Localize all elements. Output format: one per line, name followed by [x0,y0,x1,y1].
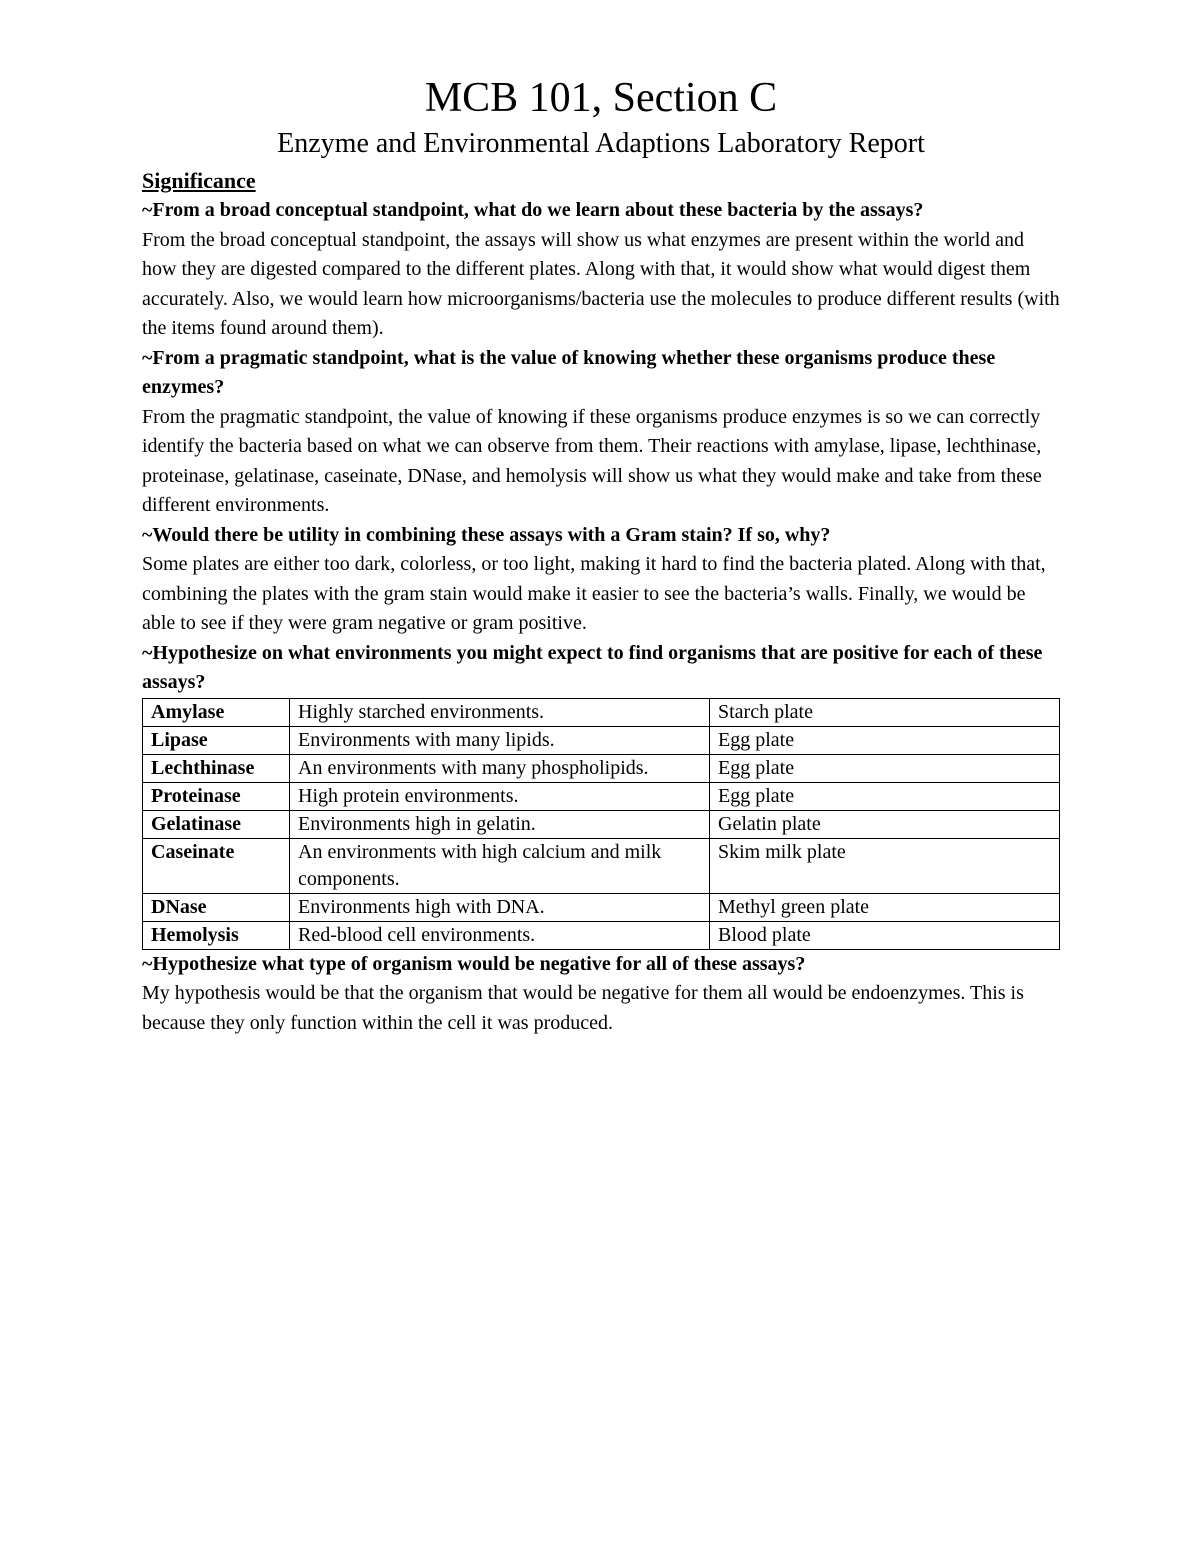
assay-name-cell: Lipase [143,726,290,754]
assay-name-cell: Lechthinase [143,754,290,782]
plate-cell: Egg plate [710,782,1060,810]
table-row [143,810,1060,838]
environment-cell: Highly starched environments. [290,698,710,726]
environment-cell: High protein environments. [290,782,710,810]
table-row [143,782,1060,810]
question-1: ~From a broad conceptual standpoint, what do we learn about these bacteria by the assays? [142,199,924,221]
environment-cell: Red-blood cell environments. [290,921,710,949]
environment-cell: An environments with many phospholipids. [290,754,710,782]
question-4: ~Hypothesize on what environments you might expect to find organisms that are positive for each of these assays? [142,641,1043,693]
assay-name-cell: Proteinase [143,782,290,810]
document-title: MCB 101, Section C [424,75,778,121]
answer-1: From the broad conceptual standpoint, the assays will show us what enzymes are present within the world and how they are digested compared to the different plates. Along with that, it would show what would digest them accurately. Also, we would learn how microorganisms/bacteria use the molecules to produce different results (with the items found around them). [142,228,1060,339]
plate-cell: Gelatin plate [710,810,1060,838]
plate-cell: Blood plate [710,921,1060,949]
table-row [143,726,1060,754]
table-row [143,698,1060,726]
assay-table [142,698,1060,950]
question-2: ~From a pragmatic standpoint, what is the value of knowing whether these organisms produce these enzymes? [142,346,996,398]
document-page [142,72,1060,1038]
assay-name-cell: DNase [143,893,290,921]
answer-3: Some plates are either too dark, colorless, or too light, making it hard to find the bacteria plated. Along with that, combining the plates with the gram stain would make it easier to see the bacteria’s walls. Finally, we would be able to see if they were gram negative or gram positive. [142,553,1046,634]
question-3: ~Would there be utility in combining these assays with a Gram stain? If so, why? [142,523,831,546]
answer-5: My hypothesis would be that the organism that would be negative for them all would be endoenzymes. This is because they only function within the cell it was produced. [142,982,1024,1034]
environment-cell: Environments high in gelatin. [290,810,710,838]
table-row [143,754,1060,782]
plate-cell: Methyl green plate [710,893,1060,921]
environment-cell: An environments with high calcium and milk components. [290,838,710,893]
assay-name-cell: Amylase [143,698,290,726]
plate-cell: Starch plate [710,698,1060,726]
section-heading: Significance [142,168,256,193]
plate-cell: Egg plate [710,726,1060,754]
assay-name-cell: Hemolysis [143,921,290,949]
plate-cell: Skim milk plate [710,838,1060,893]
environment-cell: Environments with many lipids. [290,726,710,754]
table-row [143,838,1060,893]
environment-cell: Environments high with DNA. [290,893,710,921]
question-5: ~Hypothesize what type of organism would be negative for all of these assays? [142,952,806,975]
answer-2: From the pragmatic standpoint, the value of knowing if these organisms produce enzymes is so we can correctly identify the bacteria based on what we can observe from them. Their reactions with amylase, lipase, lechthinase, proteinase, gelatinase, caseinate, DNase, and hemolysis will show us what they would make and take from these different environments. [142,405,1042,516]
assay-name-cell: Gelatinase [143,810,290,838]
document-subtitle: Enzyme and Environmental Adaptions Laboratory Report [277,128,925,159]
table-row [143,893,1060,921]
assay-name-cell: Caseinate [143,838,290,893]
table-row [143,921,1060,949]
plate-cell: Egg plate [710,754,1060,782]
